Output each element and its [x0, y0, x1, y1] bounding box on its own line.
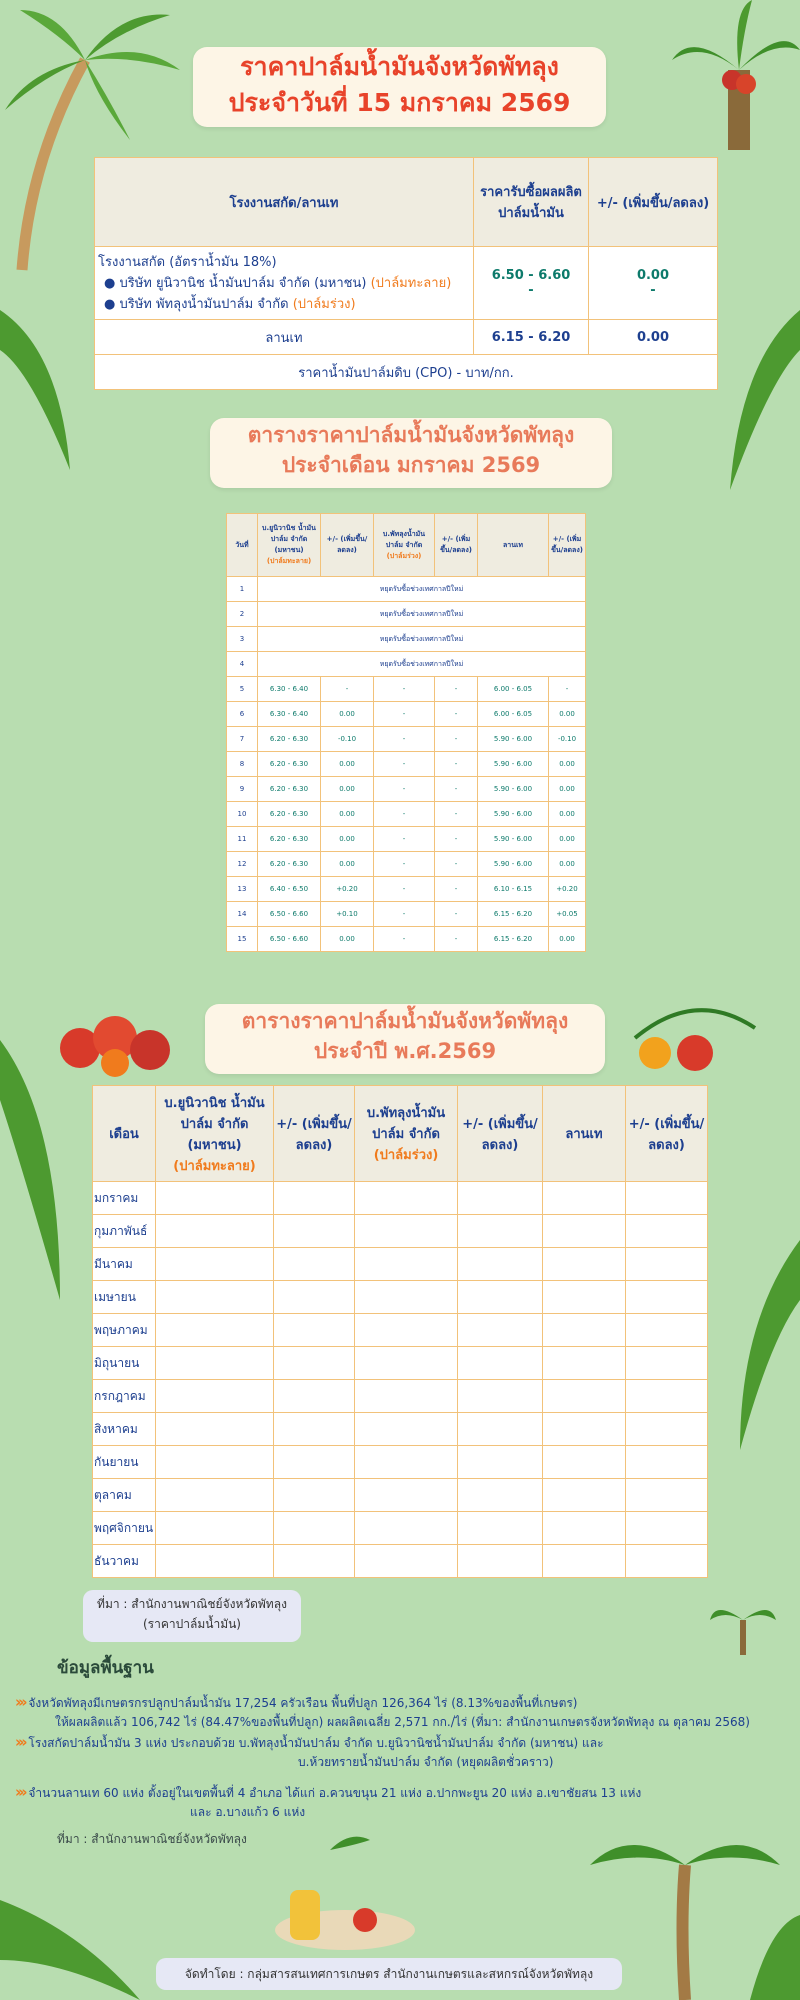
value-cell: 5.90 - 6.00 — [478, 852, 549, 877]
yard-row — [95, 320, 718, 355]
month-cell: มิถุนายน — [93, 1347, 156, 1380]
empty-value-cell — [543, 1314, 626, 1347]
value-cell: -0.10 — [321, 727, 374, 752]
factory-group-label: โรงงานสกัด (อัตราน้ำมัน 18%) — [98, 255, 277, 270]
col-univanich: บ.ยูนิวานิช น้ำมันปาล์ม จำกัด (มหาชน) (ปาล์มทะลาย) — [258, 514, 321, 577]
monthly-price-table — [226, 513, 586, 952]
table-row — [227, 602, 586, 627]
table-row — [93, 1446, 708, 1479]
header-factory: โรงงานสกัด/ลานเท — [95, 158, 474, 247]
value-cell: 6.15 - 6.20 — [478, 927, 549, 952]
table-row — [227, 752, 586, 777]
value-cell: +0.20 — [549, 877, 586, 902]
palm-leaves-left-decoration — [0, 290, 70, 490]
value-cell: 5.90 - 6.00 — [478, 777, 549, 802]
day-cell: 15 — [227, 927, 258, 952]
yearly-price-table — [92, 1085, 708, 1578]
col-change-phatthalung: +/- (เพิ่มขึ้น/ลดลง) — [435, 514, 478, 577]
value-cell: - — [435, 702, 478, 727]
day-cell: 5 — [227, 677, 258, 702]
month-cell: พฤษภาคม — [93, 1314, 156, 1347]
value-cell: - — [374, 827, 435, 852]
empty-value-cell — [355, 1380, 458, 1413]
empty-value-cell — [458, 1446, 543, 1479]
basic-info-item-3: ››› จำนวนลานเท 60 แห่ง ตั้งอยู่ในเขตพื้นที่ 4 อำเภอ ได้แก่ อ.ควนขนุน 21 แห่ง อ.ปากพะยูน 20 แห่ง อ.เขาชัยสน 13 แห่ง และ อ.บางแก้ว 6 แห่ง — [15, 1783, 642, 1819]
value-cell: - — [435, 777, 478, 802]
empty-value-cell — [626, 1413, 708, 1446]
empty-value-cell — [156, 1248, 274, 1281]
empty-value-cell — [543, 1446, 626, 1479]
value-cell: 5.90 - 6.00 — [478, 727, 549, 752]
day-cell: 7 — [227, 727, 258, 752]
table-row — [93, 1413, 708, 1446]
month-cell: มกราคม — [93, 1182, 156, 1215]
col-day: วันที่ — [227, 514, 258, 577]
empty-value-cell — [355, 1182, 458, 1215]
empty-value-cell — [355, 1413, 458, 1446]
empty-value-cell — [626, 1182, 708, 1215]
day-cell: 11 — [227, 827, 258, 852]
empty-value-cell — [458, 1545, 543, 1578]
empty-value-cell — [156, 1413, 274, 1446]
empty-value-cell — [458, 1347, 543, 1380]
page-title-line1: ราคาปาล์มน้ำมันจังหวัดพัทลุง — [240, 52, 559, 81]
table-row — [227, 852, 586, 877]
value-cell: - — [435, 752, 478, 777]
empty-value-cell — [274, 1281, 355, 1314]
month-cell: ตุลาคม — [93, 1479, 156, 1512]
value-cell: 6.40 - 6.50 — [258, 877, 321, 902]
empty-value-cell — [355, 1512, 458, 1545]
page-title-line2: ประจำวันที่ 15 มกราคม 2569 — [228, 88, 571, 118]
arrow-icon: ››› — [15, 1783, 25, 1801]
value-cell: 0.00 — [321, 802, 374, 827]
value-cell: 0.00 — [549, 802, 586, 827]
empty-value-cell — [543, 1512, 626, 1545]
value-cell: 0.00 — [321, 852, 374, 877]
empty-value-cell — [156, 1512, 274, 1545]
value-cell: - — [374, 677, 435, 702]
value-cell: 6.20 - 6.30 — [258, 752, 321, 777]
empty-value-cell — [156, 1281, 274, 1314]
day-cell: 13 — [227, 877, 258, 902]
empty-value-cell — [355, 1347, 458, 1380]
yard-price: 6.15 - 6.20 — [474, 320, 589, 355]
value-cell: 0.00 — [549, 752, 586, 777]
empty-value-cell — [355, 1281, 458, 1314]
univanich-change: 0.00 — [636, 268, 670, 283]
oil-palm-illustration-top-right — [672, 0, 800, 150]
col-change-yard: +/- (เพิ่มขึ้น/ลดลง) — [549, 514, 586, 577]
empty-value-cell — [543, 1248, 626, 1281]
closed-note-cell: หยุดรับซื้อช่วงเทศกาลปีใหม่ — [258, 602, 586, 627]
month-cell: กุมภาพันธ์ — [93, 1215, 156, 1248]
empty-value-cell — [355, 1479, 458, 1512]
day-cell: 10 — [227, 802, 258, 827]
value-cell: 0.00 — [549, 852, 586, 877]
empty-value-cell — [156, 1182, 274, 1215]
value-cell: - — [374, 777, 435, 802]
empty-value-cell — [355, 1446, 458, 1479]
value-cell: 6.20 - 6.30 — [258, 852, 321, 877]
cpo-price-note: ราคาน้ำมันปาล์มดิบ (CPO) - บาท/กก. — [95, 355, 718, 390]
empty-value-cell — [626, 1281, 708, 1314]
value-cell: 6.20 - 6.30 — [258, 802, 321, 827]
empty-value-cell — [156, 1380, 274, 1413]
yearly-table-title — [205, 1004, 605, 1074]
empty-value-cell — [458, 1512, 543, 1545]
empty-value-cell — [274, 1413, 355, 1446]
empty-value-cell — [458, 1380, 543, 1413]
empty-value-cell — [458, 1215, 543, 1248]
factory-item: ● บริษัท ยูนิวานิช น้ำมันปาล์ม จำกัด (มหาชน) (ปาล์มทะลาย) — [104, 276, 452, 291]
table-row — [227, 927, 586, 952]
empty-value-cell — [626, 1545, 708, 1578]
day-cell: 2 — [227, 602, 258, 627]
empty-value-cell — [274, 1314, 355, 1347]
empty-value-cell — [274, 1479, 355, 1512]
arrow-icon: ››› — [15, 1693, 25, 1711]
value-cell: - — [374, 902, 435, 927]
month-cell: ธันวาคม — [93, 1545, 156, 1578]
empty-value-cell — [543, 1545, 626, 1578]
empty-value-cell — [156, 1545, 274, 1578]
table-row — [93, 1512, 708, 1545]
palm-leaves-right-decoration — [730, 300, 800, 500]
month-cell: สิงหาคม — [93, 1413, 156, 1446]
yearly-title-line2: ประจำปี พ.ศ.2569 — [313, 1039, 497, 1064]
value-cell: 6.15 - 6.20 — [478, 902, 549, 927]
basic-info-item-2: ››› โรงสกัดปาล์มน้ำมัน 3 แห่ง ประกอบด้วย บ.พัทลุงน้ำมันปาล์ม จำกัด บ.ยูนิวานิชน้ำมันปาล์ม จำกัด (มหาชน) และ บ.ห้วยทรายน้ำมันปาล์ม จำกัด (หยุดผลิตชั่วคราว) — [15, 1733, 604, 1769]
value-cell: 0.00 — [321, 752, 374, 777]
palm-leaves-left-lower-decoration — [0, 1040, 70, 1320]
day-cell: 3 — [227, 627, 258, 652]
table-row — [227, 627, 586, 652]
col-month: เดือน — [93, 1086, 156, 1182]
empty-value-cell — [156, 1314, 274, 1347]
table-row — [227, 802, 586, 827]
empty-value-cell — [156, 1347, 274, 1380]
source-note — [83, 1590, 301, 1642]
source-line2: (ราคาปาล์มน้ำมัน) — [143, 1617, 241, 1631]
arrow-icon: ››› — [15, 1733, 25, 1751]
empty-value-cell — [626, 1314, 708, 1347]
value-cell: - — [374, 752, 435, 777]
value-cell: 0.00 — [549, 827, 586, 852]
value-cell: 5.90 - 6.00 — [478, 752, 549, 777]
empty-value-cell — [626, 1479, 708, 1512]
value-cell: - — [435, 677, 478, 702]
empty-value-cell — [543, 1413, 626, 1446]
basic-info-item-1: ››› จังหวัดพัทลุงมีเกษตรกรปลูกปาล์มน้ำมัน 17,254 ครัวเรือน พื้นที่ปลูก 126,364 ไร่ (8.13%ของพื้นที่เกษตร) ให้ผลผลิตแล้ว 106,742 ไร่ (84.47%ของพื้นที่ปลูก) ผลผลิตเฉลี่ย 2,571 กก./ไร่ (ที่มา: สำนักงานเกษตรจังหวัดพัทลุง ณ ตุลาคม 2568) — [15, 1693, 750, 1729]
day-cell: 14 — [227, 902, 258, 927]
day-cell: 6 — [227, 702, 258, 727]
empty-value-cell — [626, 1347, 708, 1380]
closed-note-cell: หยุดรับซื้อช่วงเทศกาลปีใหม่ — [258, 627, 586, 652]
col-change-phatthalung: +/- (เพิ่มขึ้น/ลดลง) — [458, 1086, 543, 1182]
table-row — [93, 1479, 708, 1512]
phatthalung-change: - — [650, 283, 656, 298]
month-cell: พฤศจิกายน — [93, 1512, 156, 1545]
daily-price-table — [94, 157, 718, 390]
basic-info-source: ที่มา : สำนักงานพาณิชย์จังหวัดพัทลุง — [57, 1832, 247, 1846]
empty-value-cell — [458, 1281, 543, 1314]
col-phatthalung: บ.พัทลุงน้ำมันปาล์ม จำกัด (ปาล์มร่วง) — [374, 514, 435, 577]
value-cell: - — [374, 877, 435, 902]
empty-value-cell — [626, 1248, 708, 1281]
value-cell: 6.20 - 6.30 — [258, 827, 321, 852]
empty-value-cell — [626, 1512, 708, 1545]
empty-value-cell — [355, 1314, 458, 1347]
factory-row — [95, 247, 718, 320]
closed-note-cell: หยุดรับซื้อช่วงเทศกาลปีใหม่ — [258, 652, 586, 677]
empty-value-cell — [458, 1479, 543, 1512]
value-cell: 0.00 — [549, 927, 586, 952]
value-cell: - — [435, 827, 478, 852]
empty-value-cell — [543, 1182, 626, 1215]
table-row — [227, 827, 586, 852]
value-cell: - — [321, 677, 374, 702]
month-cell: มีนาคม — [93, 1248, 156, 1281]
palm-leaves-right-lower-decoration — [730, 1240, 800, 1460]
value-cell: 6.50 - 6.60 — [258, 927, 321, 952]
table-row — [93, 1215, 708, 1248]
palm-fruit-illustration-right — [625, 998, 765, 1078]
month-cell: เมษายน — [93, 1281, 156, 1314]
value-cell: 0.00 — [321, 827, 374, 852]
col-change-yard: +/- (เพิ่มขึ้น/ลดลง) — [626, 1086, 708, 1182]
empty-value-cell — [156, 1215, 274, 1248]
table-row — [93, 1281, 708, 1314]
value-cell: - — [435, 902, 478, 927]
value-cell: - — [374, 727, 435, 752]
table-row — [93, 1248, 708, 1281]
col-change-univanich: +/- (เพิ่มขึ้น/ลดลง) — [321, 514, 374, 577]
col-yard: ลานเท — [478, 514, 549, 577]
table-row — [227, 777, 586, 802]
closed-note-cell: หยุดรับซื้อช่วงเทศกาลปีใหม่ — [258, 577, 586, 602]
value-cell: 5.90 - 6.00 — [478, 827, 549, 852]
value-cell: +0.20 — [321, 877, 374, 902]
value-cell: -0.10 — [549, 727, 586, 752]
table-row — [227, 677, 586, 702]
table-row — [227, 902, 586, 927]
col-phatthalung: บ.พัทลุงน้ำมันปาล์ม จำกัด (ปาล์มร่วง) — [355, 1086, 458, 1182]
value-cell: 0.00 — [321, 777, 374, 802]
table-row — [93, 1380, 708, 1413]
empty-value-cell — [458, 1248, 543, 1281]
table-row — [93, 1347, 708, 1380]
basic-info-heading: ข้อมูลพื้นฐาน — [57, 1658, 154, 1678]
monthly-title-line2: ประจำเดือน มกราคม 2569 — [281, 453, 541, 478]
value-cell: 6.10 - 6.15 — [478, 877, 549, 902]
empty-value-cell — [543, 1281, 626, 1314]
yearly-title-line1: ตารางราคาปาล์มน้ำมันจังหวัดพัทลุง — [241, 1009, 569, 1033]
empty-value-cell — [355, 1215, 458, 1248]
value-cell: - — [435, 802, 478, 827]
empty-value-cell — [274, 1347, 355, 1380]
value-cell: 6.30 - 6.40 — [258, 677, 321, 702]
table-row — [227, 877, 586, 902]
value-cell: - — [374, 802, 435, 827]
monthly-title-line1: ตารางราคาปาล์มน้ำมันจังหวัดพัทลุง — [247, 423, 575, 447]
empty-value-cell — [274, 1545, 355, 1578]
footer-credit: จัดทำโดย : กลุ่มสารสนเทศการเกษตร สำนักงานเกษตรและสหกรณ์จังหวัดพัทลุง — [156, 1958, 622, 1990]
day-cell: 12 — [227, 852, 258, 877]
empty-value-cell — [274, 1380, 355, 1413]
empty-value-cell — [458, 1314, 543, 1347]
value-cell: +0.05 — [549, 902, 586, 927]
header-change: +/- (เพิ่มขึ้น/ลดลง) — [589, 158, 718, 247]
value-cell: - — [435, 927, 478, 952]
palm-oil-products-illustration — [270, 1830, 420, 1955]
empty-value-cell — [156, 1446, 274, 1479]
day-cell: 1 — [227, 577, 258, 602]
empty-value-cell — [355, 1545, 458, 1578]
value-cell: 6.30 - 6.40 — [258, 702, 321, 727]
phatthalung-price: - — [528, 283, 534, 298]
palm-fruit-illustration-left — [50, 1008, 190, 1078]
table-row — [93, 1545, 708, 1578]
empty-value-cell — [626, 1380, 708, 1413]
empty-value-cell — [156, 1479, 274, 1512]
small-palm-tree-icon — [710, 1595, 776, 1655]
empty-value-cell — [274, 1215, 355, 1248]
day-cell: 9 — [227, 777, 258, 802]
univanich-price: 6.50 - 6.60 — [491, 268, 571, 283]
empty-value-cell — [626, 1215, 708, 1248]
day-cell: 8 — [227, 752, 258, 777]
value-cell: - — [374, 852, 435, 877]
empty-value-cell — [543, 1479, 626, 1512]
empty-value-cell — [274, 1248, 355, 1281]
value-cell: 0.00 — [549, 777, 586, 802]
empty-value-cell — [355, 1248, 458, 1281]
factory-item: ● บริษัท พัทลุงน้ำมันปาล์ม จำกัด (ปาล์มร่วง) — [104, 297, 356, 312]
empty-value-cell — [458, 1182, 543, 1215]
value-cell: - — [435, 852, 478, 877]
monthly-table-title — [210, 418, 612, 488]
empty-value-cell — [626, 1446, 708, 1479]
palm-leaves-bottom-left-decoration — [0, 1870, 150, 2000]
value-cell: 6.00 - 6.05 — [478, 702, 549, 727]
empty-value-cell — [274, 1182, 355, 1215]
col-yard: ลานเท — [543, 1086, 626, 1182]
value-cell: - — [374, 702, 435, 727]
value-cell: 6.20 - 6.30 — [258, 727, 321, 752]
value-cell: - — [374, 927, 435, 952]
value-cell: 6.00 - 6.05 — [478, 677, 549, 702]
empty-value-cell — [458, 1413, 543, 1446]
month-cell: กรกฎาคม — [93, 1380, 156, 1413]
value-cell: - — [549, 677, 586, 702]
value-cell: 0.00 — [549, 702, 586, 727]
empty-value-cell — [543, 1347, 626, 1380]
value-cell: - — [435, 727, 478, 752]
value-cell: +0.10 — [321, 902, 374, 927]
day-cell: 4 — [227, 652, 258, 677]
yard-change: 0.00 — [589, 320, 718, 355]
yard-label: ลานเท — [95, 320, 474, 355]
table-row — [227, 727, 586, 752]
col-change-univanich: +/- (เพิ่มขึ้น/ลดลง) — [274, 1086, 355, 1182]
source-line1: ที่มา : สำนักงานพาณิชย์จังหวัดพัทลุง — [97, 1597, 287, 1611]
empty-value-cell — [543, 1380, 626, 1413]
empty-value-cell — [274, 1512, 355, 1545]
value-cell: 6.50 - 6.60 — [258, 902, 321, 927]
value-cell: 0.00 — [321, 702, 374, 727]
value-cell: - — [435, 877, 478, 902]
empty-value-cell — [543, 1215, 626, 1248]
table-row — [227, 577, 586, 602]
col-univanich: บ.ยูนิวานิช น้ำมันปาล์ม จำกัด (มหาชน) (ปาล์มทะลาย) — [156, 1086, 274, 1182]
value-cell: 0.00 — [321, 927, 374, 952]
table-row — [93, 1314, 708, 1347]
table-row — [93, 1182, 708, 1215]
table-row — [227, 652, 586, 677]
table-row — [227, 702, 586, 727]
header-price: ราคารับซื้อผลผลิตปาล์มน้ำมัน — [474, 158, 589, 247]
month-cell: กันยายน — [93, 1446, 156, 1479]
value-cell: 5.90 - 6.00 — [478, 802, 549, 827]
value-cell: 6.20 - 6.30 — [258, 777, 321, 802]
empty-value-cell — [274, 1446, 355, 1479]
page-title — [193, 47, 606, 127]
